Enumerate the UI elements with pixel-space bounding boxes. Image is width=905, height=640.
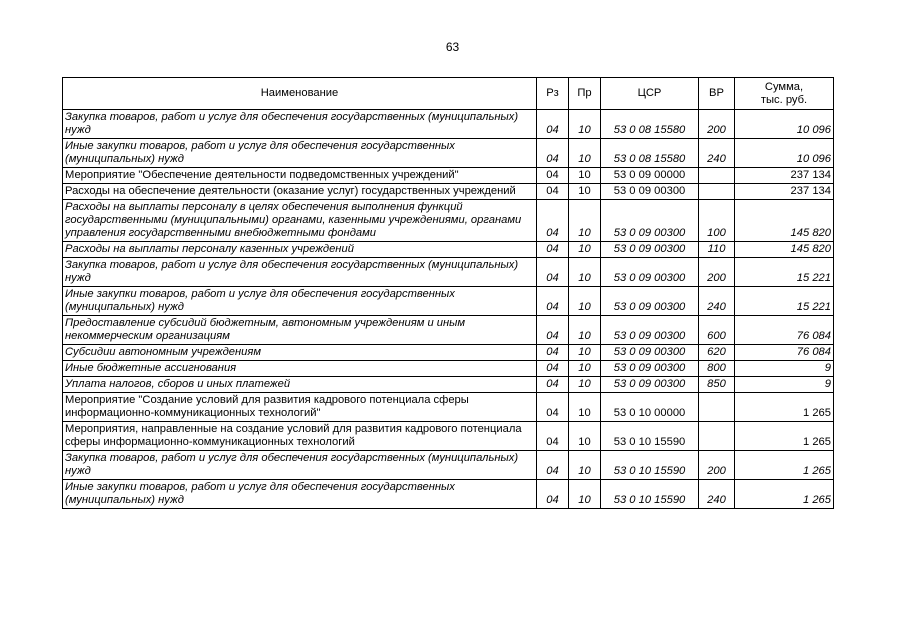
cell-name: Уплата налогов, сборов и иных платежей [63,377,537,393]
cell-rz: 04 [537,200,569,242]
cell-csr: 53 0 08 15580 [601,110,699,139]
cell-vr: 240 [699,480,735,509]
header-csr: ЦСР [601,78,699,110]
cell-pr: 10 [569,451,601,480]
table-row [63,139,834,168]
cell-rz: 04 [537,110,569,139]
table-row [63,184,834,200]
cell-vr [699,168,735,184]
cell-vr: 240 [699,287,735,316]
cell-vr: 200 [699,258,735,287]
cell-name: Мероприятия, направленные на создание условий для развития кадрового потенциала сферы информационно-коммуникационных технологий [63,422,537,451]
cell-rz: 04 [537,287,569,316]
cell-rz: 04 [537,393,569,422]
cell-pr: 10 [569,200,601,242]
table-body [63,110,834,509]
table-row [63,316,834,345]
cell-pr: 10 [569,316,601,345]
cell-name: Предоставление субсидий бюджетным, автономным учреждениям и иным некоммерческим организациям [63,316,537,345]
table-row [63,393,834,422]
cell-pr: 10 [569,480,601,509]
cell-sum: 9 [735,361,834,377]
cell-rz: 04 [537,168,569,184]
table-row [63,200,834,242]
table-row [63,258,834,287]
cell-name: Мероприятие "Обеспечение деятельности подведомственных учреждений" [63,168,537,184]
header-sum [735,78,834,110]
cell-vr: 110 [699,242,735,258]
cell-csr: 53 0 08 15580 [601,139,699,168]
cell-csr: 53 0 10 15590 [601,480,699,509]
cell-rz: 04 [537,345,569,361]
cell-rz: 04 [537,451,569,480]
cell-vr: 800 [699,361,735,377]
cell-rz: 04 [537,258,569,287]
table-row [63,242,834,258]
header-pr: Пр [569,78,601,110]
header-sum-line2: тыс. руб. [760,93,808,106]
cell-csr: 53 0 09 00300 [601,184,699,200]
cell-sum: 10 096 [735,110,834,139]
cell-csr: 53 0 09 00000 [601,168,699,184]
budget-table [62,77,834,509]
table-row [63,361,834,377]
cell-vr [699,184,735,200]
cell-sum: 15 221 [735,287,834,316]
cell-vr: 850 [699,377,735,393]
header-vr: ВР [699,78,735,110]
cell-csr: 53 0 09 00300 [601,287,699,316]
page-number: 63 [445,40,460,54]
table-row [63,168,834,184]
cell-rz: 04 [537,316,569,345]
cell-name: Расходы на выплаты персоналу казенных учреждений [63,242,537,258]
cell-pr: 10 [569,422,601,451]
cell-rz: 04 [537,422,569,451]
cell-pr: 10 [569,361,601,377]
cell-sum: 10 096 [735,139,834,168]
cell-csr: 53 0 09 00300 [601,316,699,345]
cell-sum: 145 820 [735,200,834,242]
cell-rz: 04 [537,139,569,168]
cell-rz: 04 [537,480,569,509]
cell-name: Закупка товаров, работ и услуг для обеспечения государственных (муниципальных) нужд [63,110,537,139]
cell-name: Закупка товаров, работ и услуг для обеспечения государственных (муниципальных) нужд [63,451,537,480]
cell-csr: 53 0 09 00300 [601,361,699,377]
cell-csr: 53 0 09 00300 [601,258,699,287]
cell-csr: 53 0 10 00000 [601,393,699,422]
cell-pr: 10 [569,345,601,361]
cell-pr: 10 [569,168,601,184]
cell-csr: 53 0 09 00300 [601,345,699,361]
cell-name: Иные закупки товаров, работ и услуг для обеспечения государственных (муниципальных) нужд [63,480,537,509]
cell-csr: 53 0 09 00300 [601,377,699,393]
cell-sum: 1 265 [735,393,834,422]
cell-vr: 600 [699,316,735,345]
cell-csr: 53 0 09 00300 [601,200,699,242]
table-row [63,287,834,316]
cell-pr: 10 [569,258,601,287]
cell-rz: 04 [537,361,569,377]
cell-name: Иные закупки товаров, работ и услуг для обеспечения государственных (муниципальных) нужд [63,139,537,168]
cell-vr: 200 [699,110,735,139]
cell-vr: 200 [699,451,735,480]
cell-name: Иные закупки товаров, работ и услуг для обеспечения государственных (муниципальных) нужд [63,287,537,316]
cell-sum: 145 820 [735,242,834,258]
cell-sum: 1 265 [735,451,834,480]
cell-rz: 04 [537,242,569,258]
cell-pr: 10 [569,184,601,200]
table-row [63,480,834,509]
cell-vr: 100 [699,200,735,242]
header-name: Наименование [63,78,537,110]
cell-sum: 237 134 [735,184,834,200]
cell-rz: 04 [537,377,569,393]
cell-csr: 53 0 09 00300 [601,242,699,258]
cell-name: Расходы на обеспечение деятельности (оказание услуг) государственных учреждений [63,184,537,200]
cell-sum: 15 221 [735,258,834,287]
cell-pr: 10 [569,110,601,139]
header-sum-line1: Сумма, [764,80,804,93]
table-row [63,451,834,480]
table-header-row [63,78,834,110]
table-row [63,422,834,451]
cell-name: Иные бюджетные ассигнования [63,361,537,377]
cell-sum: 76 084 [735,316,834,345]
cell-vr [699,422,735,451]
cell-pr: 10 [569,139,601,168]
cell-csr: 53 0 10 15590 [601,422,699,451]
cell-csr: 53 0 10 15590 [601,451,699,480]
table-row [63,110,834,139]
header-rz: Рз [537,78,569,110]
cell-sum: 237 134 [735,168,834,184]
cell-vr: 620 [699,345,735,361]
cell-name: Закупка товаров, работ и услуг для обеспечения государственных (муниципальных) нужд [63,258,537,287]
cell-sum: 1 265 [735,422,834,451]
cell-sum: 1 265 [735,480,834,509]
cell-pr: 10 [569,393,601,422]
cell-sum: 76 084 [735,345,834,361]
cell-rz: 04 [537,184,569,200]
cell-pr: 10 [569,377,601,393]
table-row [63,345,834,361]
cell-vr [699,393,735,422]
cell-vr: 240 [699,139,735,168]
cell-pr: 10 [569,242,601,258]
table-row [63,377,834,393]
cell-sum: 9 [735,377,834,393]
cell-name: Мероприятие "Создание условий для развития кадрового потенциала сферы информационно-коммуникационных технологий" [63,393,537,422]
cell-name: Субсидии автономным учреждениям [63,345,537,361]
cell-pr: 10 [569,287,601,316]
cell-name: Расходы на выплаты персоналу в целях обеспечения выполнения функций государственными (муниципальными) органами, казенными учреждениями, органами управления государственными внебюджетными фондами [63,200,537,242]
